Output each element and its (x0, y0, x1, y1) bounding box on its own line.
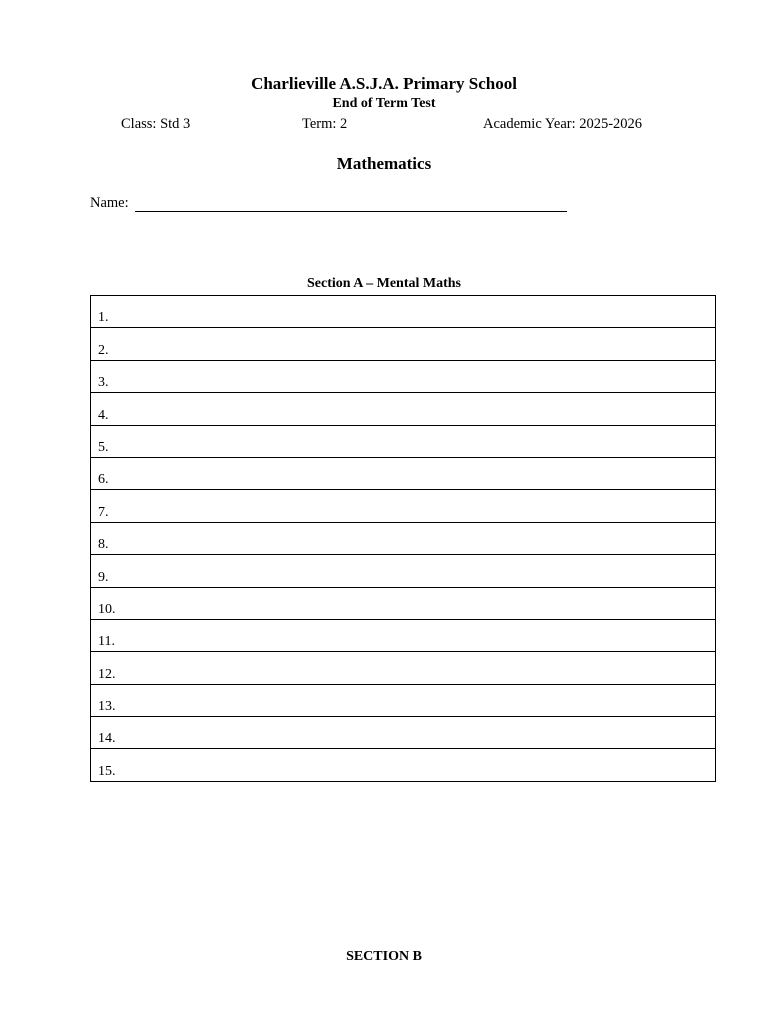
table-row (91, 619, 716, 651)
answer-cell (91, 457, 716, 489)
section-b-title: SECTION B (346, 949, 422, 964)
info-row (0, 116, 768, 134)
name-blank-line (135, 211, 567, 212)
question-number: 15. (98, 763, 116, 779)
term-label: Term: 2 (302, 116, 348, 132)
question-number: 13. (98, 699, 116, 715)
question-number: 11. (98, 634, 115, 650)
question-number: 1. (98, 310, 109, 326)
answer-cell (91, 619, 716, 651)
question-number: 14. (98, 731, 116, 747)
answer-cell (91, 652, 716, 684)
table-row (91, 490, 716, 522)
question-number: 6. (98, 472, 109, 488)
question-number: 12. (98, 666, 116, 682)
name-label: Name: (90, 195, 129, 211)
test-title: End of Term Test (332, 96, 436, 111)
academic-year-label: Academic Year: 2025-2026 (483, 116, 643, 132)
table-row (91, 555, 716, 587)
table-row (91, 296, 716, 328)
answer-cell (91, 684, 716, 716)
table-row (91, 328, 716, 360)
table-row (91, 749, 716, 781)
subject-title: Mathematics (336, 154, 432, 173)
answer-cell (91, 328, 716, 360)
table-row (91, 522, 716, 554)
question-number: 7. (98, 504, 109, 520)
question-number: 5. (98, 439, 109, 455)
section-a-answer-table (90, 295, 716, 782)
table-row (91, 587, 716, 619)
question-number: 8. (98, 537, 109, 553)
table-row (91, 425, 716, 457)
class-label: Class: Std 3 (121, 116, 191, 132)
answer-cell (91, 425, 716, 457)
table-row (91, 457, 716, 489)
answer-cell (91, 490, 716, 522)
answer-cell (91, 296, 716, 328)
question-number: 10. (98, 601, 116, 617)
answer-cell (91, 555, 716, 587)
answer-cell (91, 749, 716, 781)
question-number: 3. (98, 375, 109, 391)
section-a-title: Section A – Mental Maths (307, 276, 461, 291)
table-row (91, 360, 716, 392)
table-row (91, 652, 716, 684)
school-name: Charlieville A.S.J.A. Primary School (251, 74, 517, 93)
answer-cell (91, 587, 716, 619)
answer-cell (91, 360, 716, 392)
question-number: 9. (98, 569, 109, 585)
answer-cell (91, 522, 716, 554)
question-number: 2. (98, 342, 109, 358)
table-row (91, 684, 716, 716)
question-number: 4. (98, 407, 109, 423)
answer-cell (91, 717, 716, 749)
table-row (91, 393, 716, 425)
answer-cell (91, 393, 716, 425)
table-row (91, 717, 716, 749)
